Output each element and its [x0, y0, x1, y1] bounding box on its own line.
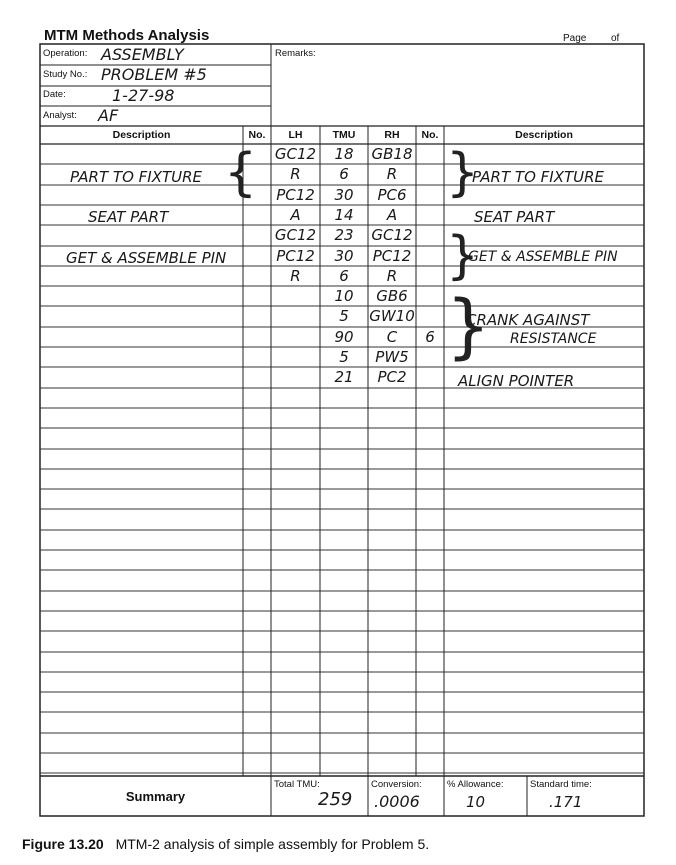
- left-brace-1: {: [224, 143, 258, 203]
- row-5-tmu[interactable]: 23: [334, 226, 354, 244]
- right-desc-crank-line1: CRANK AGAINST: [466, 311, 590, 329]
- row-9-rh[interactable]: GW10: [369, 307, 415, 325]
- col-tmu: TMU: [332, 129, 356, 141]
- row-11-rh[interactable]: PW5: [375, 348, 409, 366]
- row-8-tmu[interactable]: 10: [334, 287, 354, 305]
- row-10-no[interactable]: 6: [425, 328, 435, 346]
- row-4-tmu[interactable]: 14: [334, 206, 354, 224]
- row-1-tmu[interactable]: 18: [334, 145, 354, 163]
- row-9-tmu[interactable]: 5: [339, 307, 349, 325]
- row-4-rh[interactable]: A: [386, 206, 398, 224]
- date-value[interactable]: 1-27-98: [112, 86, 175, 105]
- row-6-lh[interactable]: PC12: [276, 247, 315, 265]
- page-label: Page: [563, 33, 587, 44]
- remarks-label: Remarks:: [275, 48, 316, 59]
- row-2-tmu[interactable]: 6: [339, 165, 349, 183]
- col-lh: LH: [288, 129, 303, 141]
- col-no-right: No.: [421, 129, 439, 141]
- standard-time-label: Standard time:: [530, 779, 592, 790]
- row-7-tmu[interactable]: 6: [339, 267, 349, 285]
- row-5-lh[interactable]: GC12: [274, 226, 317, 244]
- col-rh: RH: [384, 129, 400, 141]
- row-11-tmu[interactable]: 5: [339, 348, 349, 366]
- row-4-lh[interactable]: A: [290, 206, 301, 224]
- row-10-tmu[interactable]: 90: [334, 328, 354, 346]
- row-2-lh[interactable]: R: [290, 165, 301, 183]
- right-brace-1: }: [446, 143, 480, 203]
- figure-number: Figure 13.20: [22, 836, 104, 852]
- row-1-rh[interactable]: GB18: [371, 145, 413, 163]
- right-desc-part-to-fixture: PART TO FIXTURE: [472, 168, 605, 186]
- allowance-value[interactable]: 10: [466, 793, 486, 811]
- row-6-rh[interactable]: PC12: [372, 247, 412, 265]
- right-desc-get-assemble-pin: GET & ASSEMBLE PIN: [468, 249, 618, 265]
- conversion-label: Conversion:: [371, 779, 422, 790]
- row-8-rh[interactable]: GB6: [376, 287, 408, 305]
- row-3-tmu[interactable]: 30: [334, 186, 354, 204]
- summary-label: Summary: [125, 789, 186, 804]
- row-5-rh[interactable]: GC12: [371, 226, 413, 244]
- row-3-lh[interactable]: PC12: [276, 186, 315, 204]
- right-brace-2: }: [446, 226, 480, 286]
- right-desc-align-pointer: ALIGN POINTER: [458, 372, 575, 390]
- row-7-lh[interactable]: R: [290, 267, 301, 285]
- col-no-left: No.: [248, 129, 266, 141]
- right-desc-seat-part: SEAT PART: [474, 208, 555, 226]
- row-2-rh[interactable]: R: [386, 165, 398, 183]
- row-10-rh[interactable]: C: [386, 328, 398, 346]
- col-description-right: Description: [515, 129, 573, 141]
- figure-caption-text: MTM-2 analysis of simple assembly for Problem 5.: [115, 836, 430, 852]
- row-12-rh[interactable]: PC2: [377, 368, 407, 386]
- left-desc-seat-part: SEAT PART: [88, 208, 169, 226]
- row-1-lh[interactable]: GC12: [274, 145, 317, 163]
- analyst-value[interactable]: AF: [98, 106, 119, 125]
- standard-time-value[interactable]: .171: [549, 793, 583, 811]
- left-desc-get-assemble-pin: GET & ASSEMBLE PIN: [66, 249, 227, 267]
- form-title: MTM Methods Analysis: [44, 27, 210, 44]
- row-12-tmu[interactable]: 21: [334, 368, 354, 386]
- right-desc-crank-line2: RESISTANCE: [510, 331, 597, 347]
- date-label: Date:: [43, 89, 66, 100]
- allowance-label: % Allowance:: [447, 779, 504, 790]
- row-7-rh[interactable]: R: [386, 267, 398, 285]
- figure-caption: [22, 836, 429, 852]
- of-label: of: [611, 33, 620, 44]
- study-label: Study No.:: [43, 69, 88, 80]
- conversion-value[interactable]: .0006: [374, 792, 420, 811]
- study-value[interactable]: PROBLEM #5: [101, 65, 207, 84]
- total-tmu-value[interactable]: 259: [318, 789, 353, 810]
- left-desc-part-to-fixture: PART TO FIXTURE: [70, 168, 203, 186]
- operation-label: Operation:: [43, 48, 88, 59]
- analyst-label: Analyst:: [43, 110, 77, 121]
- right-brace-3: }: [446, 285, 491, 367]
- total-tmu-label: Total TMU:: [274, 779, 320, 790]
- col-description-left: Description: [112, 129, 171, 141]
- row-3-rh[interactable]: PC6: [377, 186, 407, 204]
- operation-value[interactable]: ASSEMBLY: [101, 45, 184, 64]
- row-6-tmu[interactable]: 30: [334, 247, 354, 265]
